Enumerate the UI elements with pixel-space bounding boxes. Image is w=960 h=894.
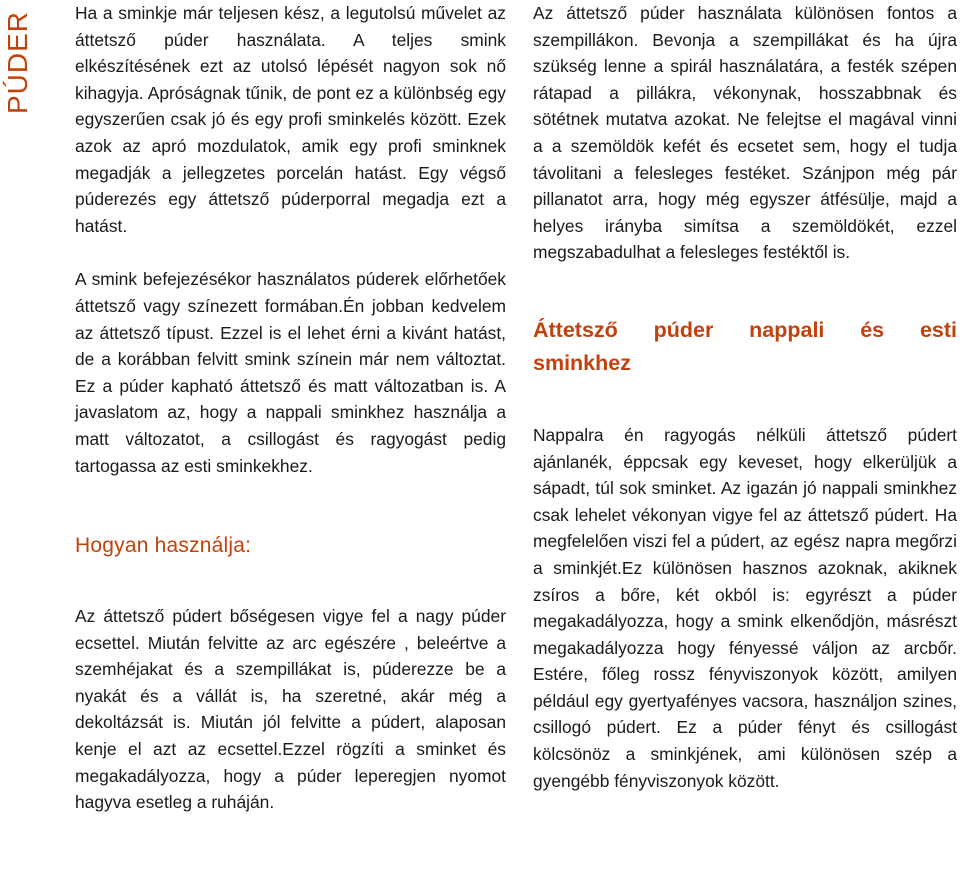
left-paragraph-3: Az áttetsző púdert bőségesen vigye fel a nagy púder ecsettel. Miután felvitte az arc egészére , beleértve a szemhéjakat és a szempillákat is, púderezze be a nyakát és a vállát is, ha szeretné, akár még a dekoltázsát is. Miután jól felvitte a púdert, alaposan kenje el azt az ecsettel.Ezzel rögzíti a sminket és megakadályozza, hogy a púder leperegjen nyomot hagyva esetleg a ruháján. <box>75 606 506 813</box>
right-paragraph-2: Nappalra én ragyogás nélküli áttetsző púdert ajánlanék, éppcsak egy keveset, hogy elkerüljük a sápadt, túl sok sminket. Az igazán jó nappali sminkhez csak lehelet vékonyan vigye fel az áttetsző púdert. Ha megfelelően viszi fel a púdert, az egész napra megőrzi a sminkjét.Ez különösen hasznos azoknak, akiknek zsíros a bőre, két okból is: egyrészt a púder megakadályozza, hogy a smink elkenődjön, másrészt megakadályozza hogy fényessé váljon az arcbőr. Estére, főleg rossz fényviszonyok között, amilyen például egy gyertyafényes vacsora, használjon szines, csillogó púdert. Ez a púder fényt és csillogást kölcsönöz a sminkjének, ami különösen szép a gyengébb fényviszonyok között. <box>533 424 957 791</box>
left-column <box>75 0 506 816</box>
section-heading-day-night <box>533 314 957 380</box>
heading-text: Hogyan használja: <box>75 534 252 558</box>
side-title: PÚDER <box>2 10 33 114</box>
heading-line-1: Áttetsző púder nappali és esti <box>533 317 957 342</box>
paragraph-spacer <box>75 239 506 266</box>
heading-line-2: sminkhez <box>533 350 631 375</box>
section-heading-how-to-use <box>75 531 506 561</box>
left-paragraph-1: Ha a sminkje már teljesen kész, a legutolsú művelet az áttetsző púder használata. A teljes smink elkészítésének ezt az utolsó lépését nagyon sok nő kihagyja. Apróságnak tűnik, de pont ez a különbség egy egyszerűen csak jó és egy profi sminkelés között. Ezek azok az apró mozdulatok, amik egy profi sminknek megadják a jellegzetes porcelán hatást. Egy végső púderezés egy áttetsző púderporral megadja ezt a hatást. <box>75 3 506 236</box>
right-paragraph-1: Az áttetsző púder használata különösen fontos a szempillákon. Bevonja a szempillákat és ha újra szükség lenne a spirál használatára, a festék szépen rátapad a pillákra, vékonynak, hosszabbnak és sötétnek mutatva azokat. Ne felejtse el magával vinni a a szemöldök kefét és ecsetet sem, hogy el tudja távolitani a felesleges festéket. Szánjpon még pár pillanatot arra, hogy még egyszer átfésülje, majd a helyes irányba simítsa a szemöldökét, ezzel megszabadulhat a felesleges festéktől is. <box>533 3 957 263</box>
right-column <box>533 0 957 794</box>
left-paragraph-2: A smink befejezésékor használatos púderek előrhetőek áttetsző vagy színezett formában.Én jobban kedvelem az áttetsző típust. Ezzel is el lehet érni a kivánt hatást, de a korábban felvitt smink színein már nem változtat. Ez a púder kapható áttetsző és matt változatban is. A javaslatom az, hogy a nappali sminkhez használja a matt változatot, a csillogást és ragyogást pedig tartogassa az esti sminkekhez. <box>75 269 506 476</box>
